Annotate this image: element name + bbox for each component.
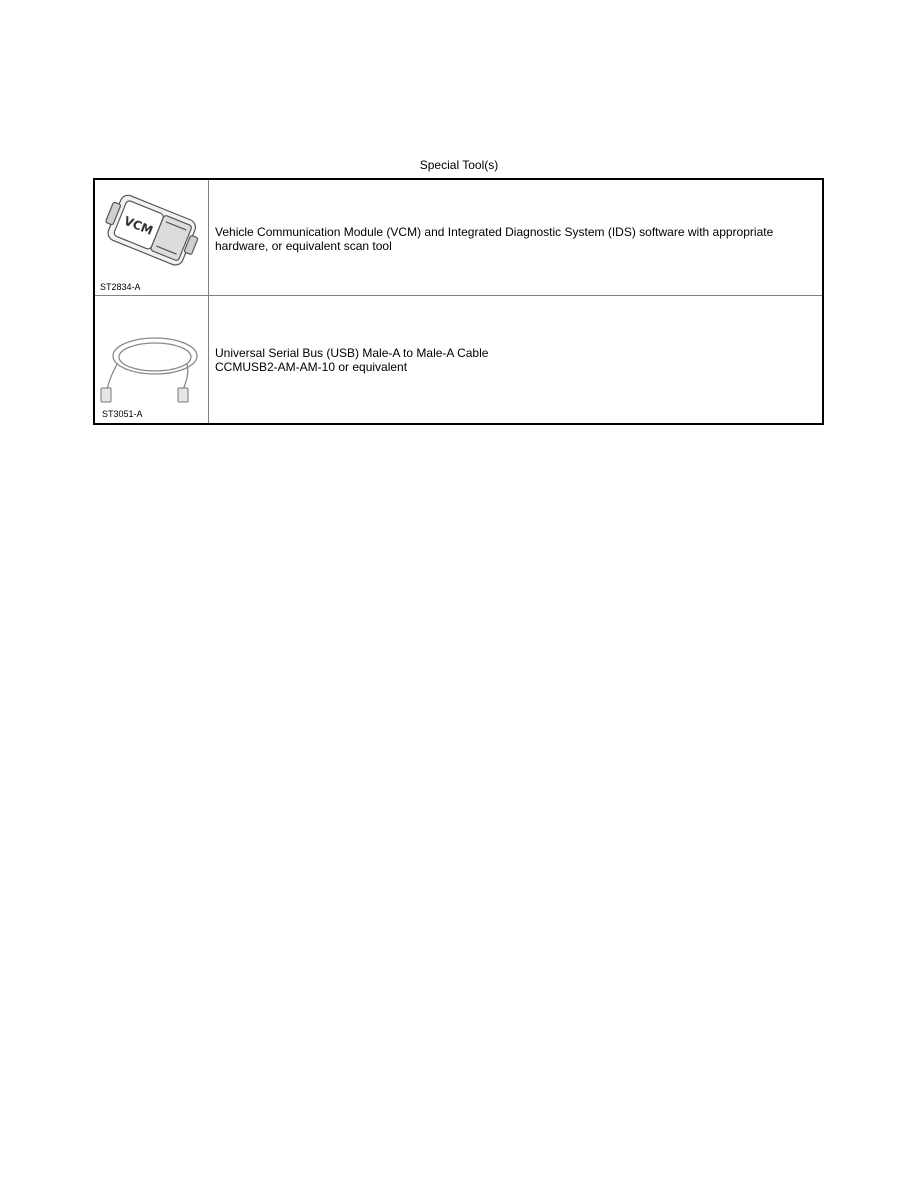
usb-cable-icon: [97, 326, 205, 406]
tool-code-label: ST2834-A: [100, 282, 141, 292]
description-line: Vehicle Communication Module (VCM) and Integrated Diagnostic System (IDS) software with appropriate: [215, 225, 774, 239]
tool-image-cell: [95, 296, 209, 423]
tool-image-cell: [95, 180, 209, 295]
description-line: CCMUSB2-AM-AM-10 or equivalent: [215, 360, 408, 374]
svg-text:VCM: VCM: [121, 213, 155, 238]
tool-code-label: ST3051-A: [102, 409, 143, 419]
description-line: Universal Serial Bus (USB) Male-A to Male-A Cable: [215, 346, 489, 360]
table-row: [95, 180, 822, 296]
table-row: [95, 296, 822, 423]
description-line: hardware, or equivalent scan tool: [215, 239, 392, 253]
vcm-module-icon: [97, 184, 205, 280]
tool-description: [215, 346, 814, 374]
special-tools-table: [93, 178, 824, 425]
page-title: Special Tool(s): [419, 158, 499, 172]
tool-description: [215, 225, 814, 253]
